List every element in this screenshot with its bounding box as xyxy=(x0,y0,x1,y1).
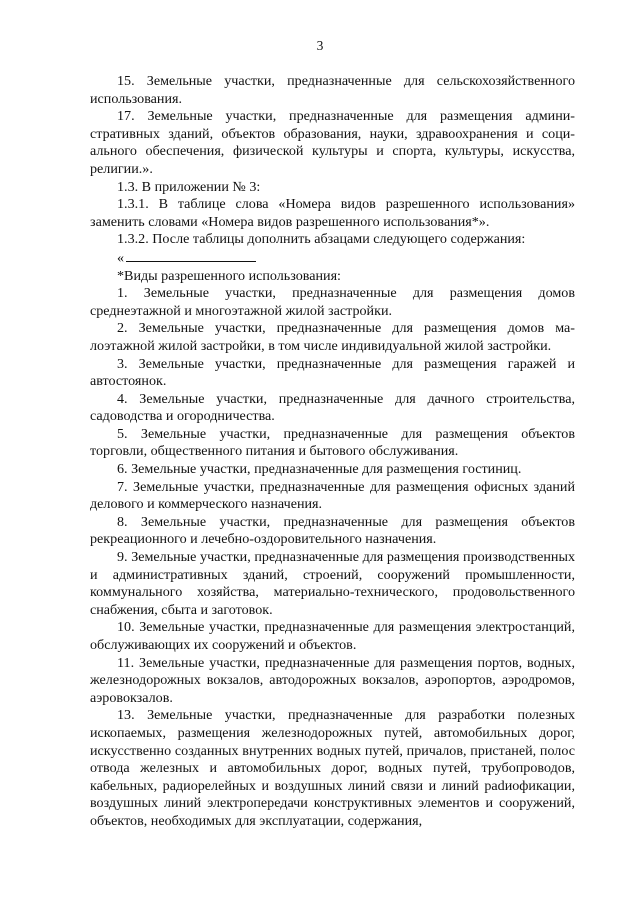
blank-underline xyxy=(126,249,256,262)
use-type-6: 6. Земельные участки, предназначенные для размещения гостиниц. xyxy=(117,461,522,478)
opening-quote: « xyxy=(117,249,125,266)
paragraph-item-17: 17. Земельные участки, предназначенные для размещения административных зданий, объектов образования, науки, здравоохранения и социального обеспечения, физической культуры и спорта, культуры, искусства, религии.». xyxy=(90,108,575,177)
use-type-4: 4. Земельные участки, предназначенные для дачного строительства, садоводства и огородничества. xyxy=(90,390,575,425)
use-type-7: 7. Земельные участки, предназначенные для размещения офисных зданий делового и коммерческого назначения. xyxy=(90,478,575,513)
paragraph-item-15: 15. Земельные участки, предназначенные для сельскохозяйственного использования. xyxy=(90,73,575,107)
use-type-9: 9. Земельные участки, предназначенные для размещения производственных и административных зданий, строений, сооружений промышленности, коммунального хозяйства, материально-технического, продовольственного снабжения, сбыта и заготовок. xyxy=(90,549,575,618)
use-type-8: 8. Земельные участки, предназначенные для размещения объектов рекреационного и лечебно-оздоровительного назначения. xyxy=(90,513,575,548)
use-type-2: 2. Земельные участки, предназначенные для размещения домов малоэтажной жилой застройки, в том числе индивидуальной жилой застройки. xyxy=(90,320,575,354)
use-type-1: 1. Земельные участки, предназначенные для размещения домов среднеэтажной и многоэтажной жилой застройки. xyxy=(90,285,575,319)
paragraph-1-3: 1.3. В приложении № 3: xyxy=(117,178,261,195)
use-type-3: 3. Земельные участки, предназначенные для размещения гаражей и автостоянок. xyxy=(90,355,575,390)
footnote-heading: *Виды разрешенного использования: xyxy=(117,267,341,284)
use-type-10: 10. Земельные участки, предназначенные для размещения электростанций, обслуживающих их сооружений и объектов. xyxy=(90,619,575,653)
use-type-11: 11. Земельные участки, предназначенные для размещения портов, водных, железнодорожных вокзалов, автодорожных вокзалов, аэропортов, аэродромов, аэровокзалов. xyxy=(90,654,575,706)
paragraph-1-3-1: 1.3.1. В таблице слова «Номера видов разрешенного использования» заменить словами «Номера видов разрешенного использования*». xyxy=(90,196,575,230)
document-body xyxy=(90,73,575,831)
paragraph-1-3-2: 1.3.2. После таблицы дополнить абзацами следующего содержания: xyxy=(117,231,526,248)
page-number: 3 xyxy=(316,38,324,53)
use-type-5: 5. Земельные участки, предназначенные для размещения объектов торговли, общественного питания и бытового обслуживания. xyxy=(90,425,575,460)
opening-quote-line xyxy=(90,249,575,268)
use-type-13: 13. Земельные участки, предназначенные для разработки полезных ископаемых, размещения железнодорожных путей, автомобильных дорог, искусственно созданных внутренних водных путей, причалов, пристаней, полос отвода железных и автомобильных дорог, водных путей, трубопроводов, кабельных, радиорелейных и воздушных линий связи и линий раdиофикации, воздушных линий электропередачи конструктивных элементов и сооружений, объектов, необходимых для эксплуатации, содержания, xyxy=(90,707,575,829)
